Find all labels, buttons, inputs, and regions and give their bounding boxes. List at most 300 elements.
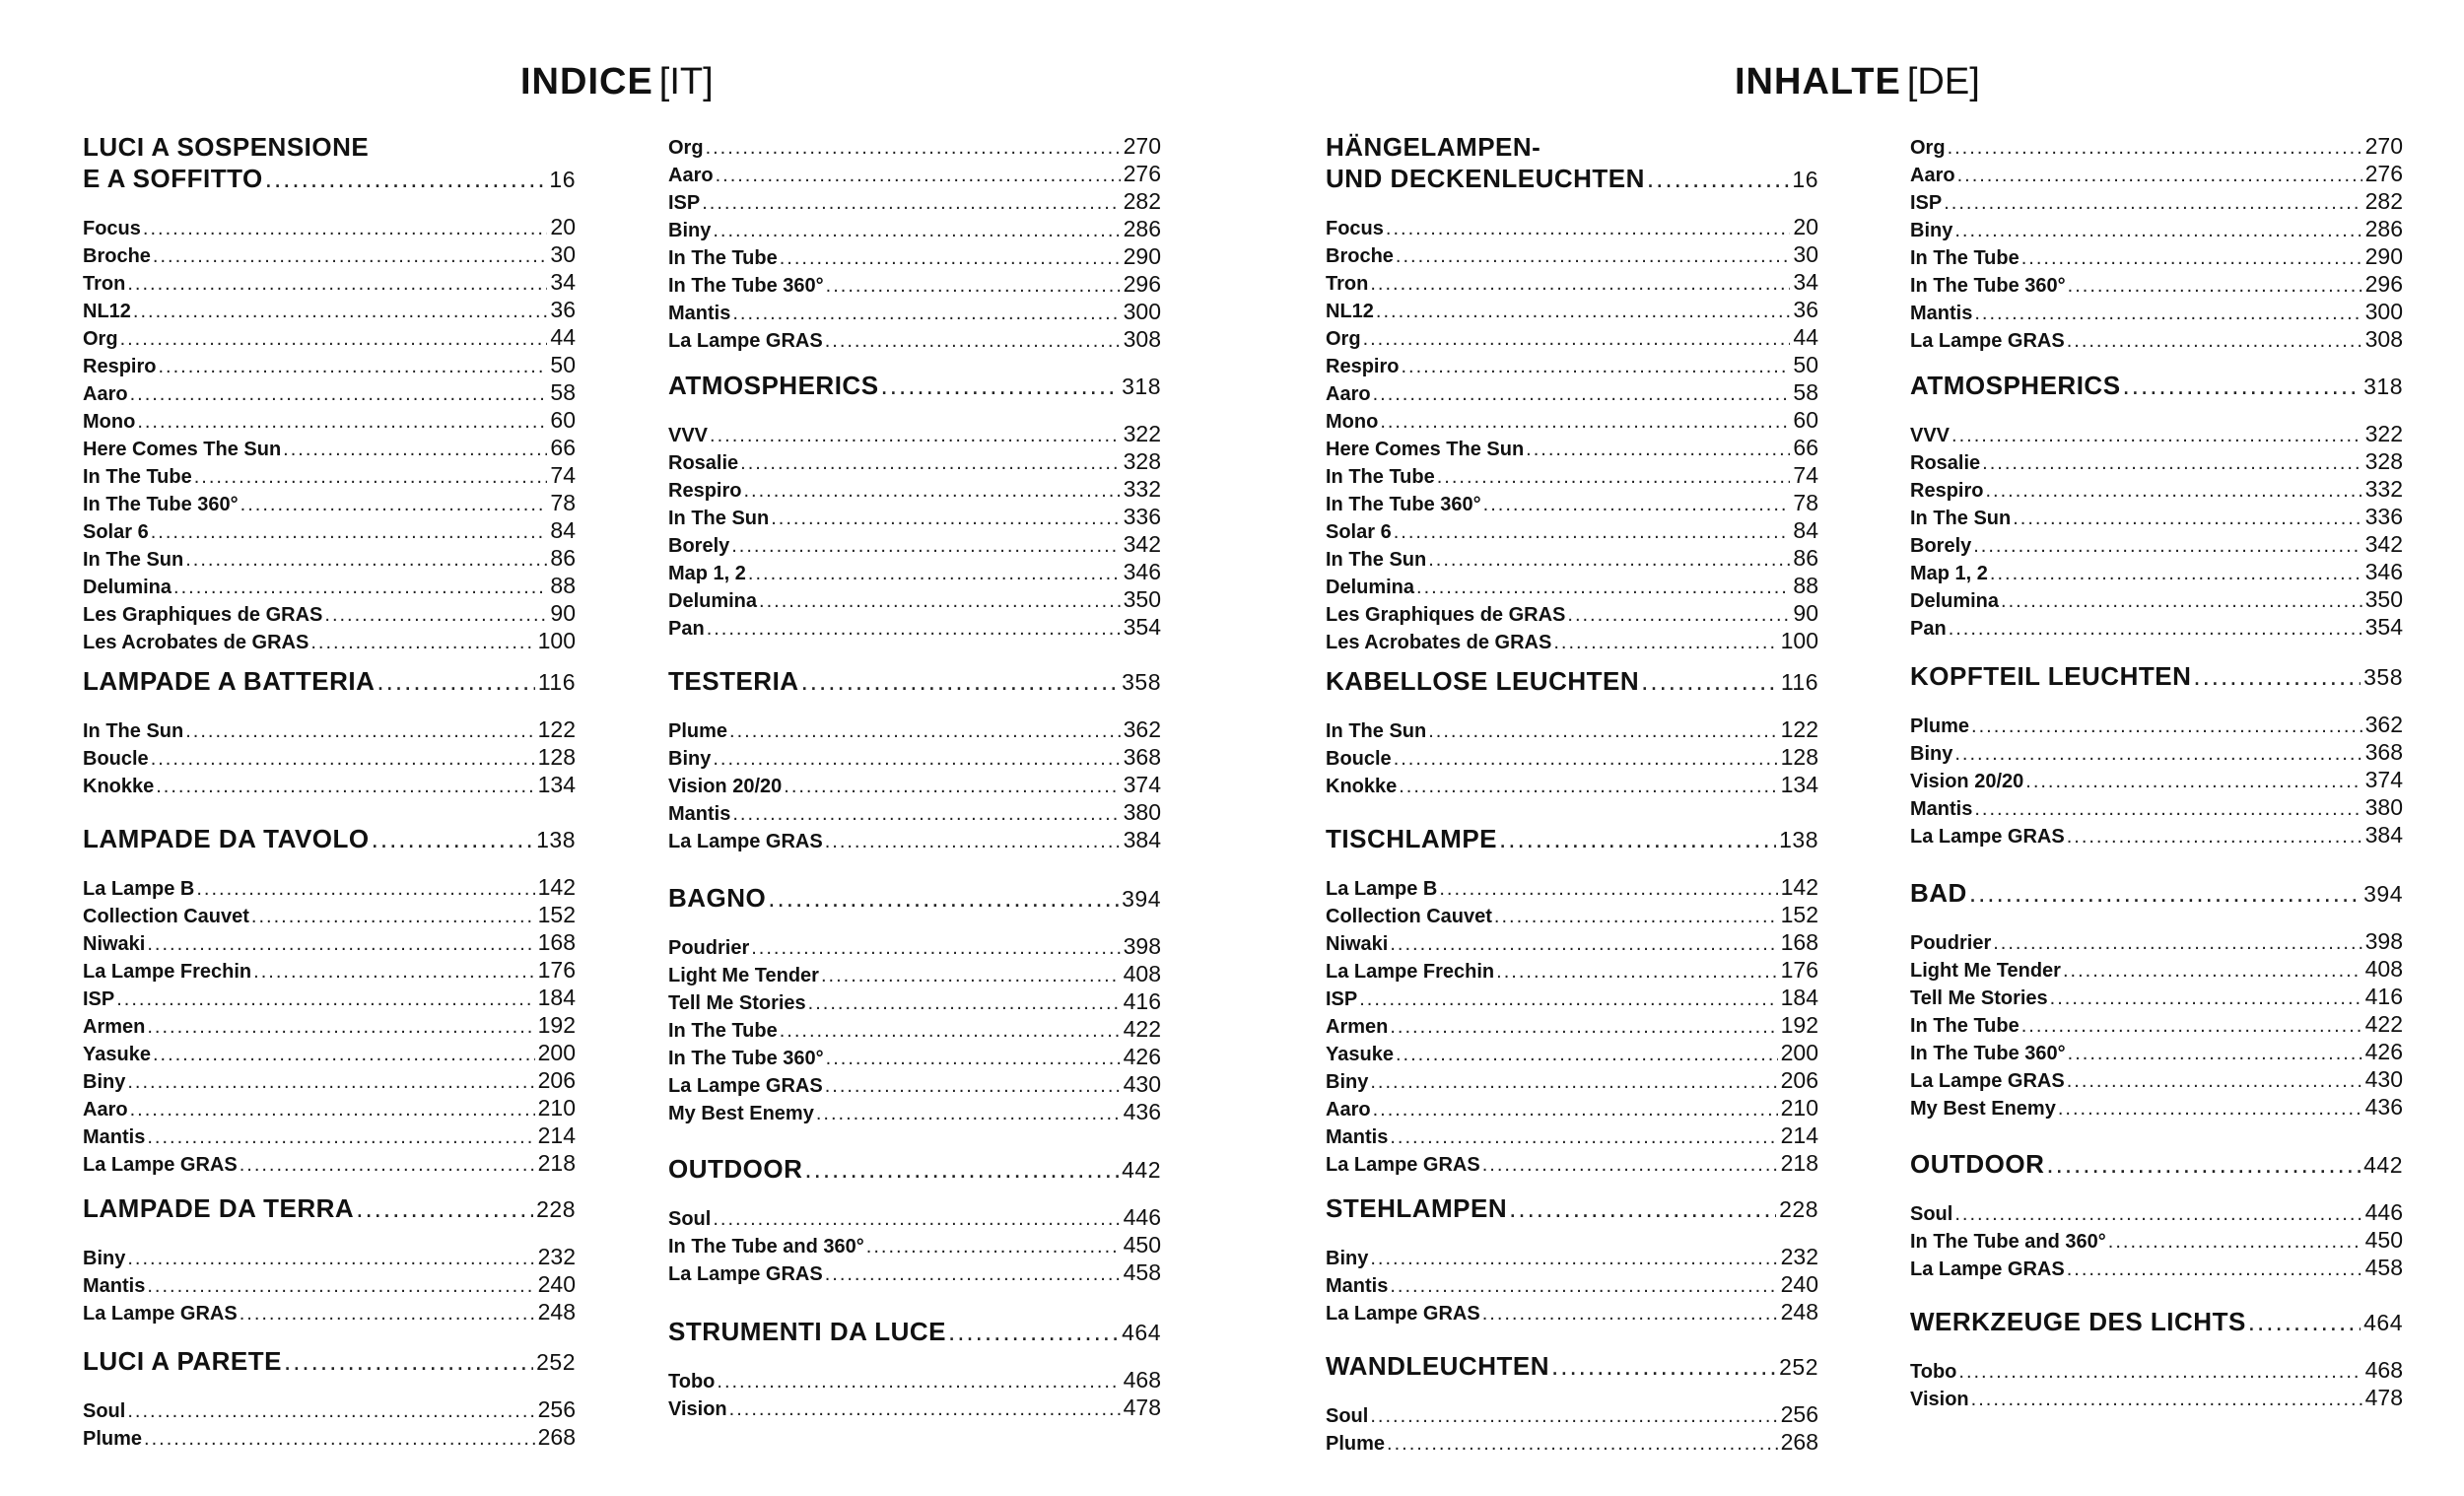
- toc-entry-label: Pan: [668, 618, 705, 640]
- dot-leader: [1396, 1041, 1778, 1068]
- dot-leader: [1647, 162, 1790, 195]
- toc-entry-page-number: 436: [1123, 1099, 1161, 1124]
- toc-entry: [1910, 927, 2403, 955]
- toc-entry-label: La Lampe GRAS: [83, 1303, 238, 1325]
- toc-entry-page-number: 206: [1780, 1067, 1818, 1093]
- toc-entry: [1326, 1039, 1818, 1066]
- toc-entry: [1326, 1400, 1818, 1428]
- toc-entry-label: Mantis: [83, 1126, 146, 1148]
- section-heading-atmospherics: [1910, 369, 2403, 402]
- section-heading-atmospherics-label: ATMOSPHERICS: [1910, 371, 2121, 400]
- toc-entry-page-number: 408: [2364, 956, 2403, 982]
- toc-section: [1910, 1305, 2403, 1411]
- toc-entry: [83, 544, 576, 572]
- section-heading-lampade-da-tavolo: [83, 822, 576, 855]
- section-heading-lampade-da-terra-page-number: 228: [536, 1196, 576, 1222]
- toc-entry-page-number: 210: [537, 1095, 576, 1121]
- toc-entry: [1326, 1011, 1818, 1039]
- toc-entry-label: Mono: [83, 411, 136, 433]
- toc-section: [668, 1315, 1161, 1421]
- toc-entry: [1910, 1065, 2403, 1093]
- toc-entry-label: La Lampe GRAS: [1910, 1070, 2065, 1092]
- dot-leader: [372, 822, 533, 855]
- toc-entry-label: La Lampe GRAS: [1910, 826, 2065, 848]
- dot-leader: [1394, 518, 1791, 546]
- section-heading-stehlampen-label: STEHLAMPEN: [1326, 1193, 1508, 1223]
- toc-entry-page-number: 256: [537, 1396, 576, 1422]
- section-heading-tischlampe-page-number: 138: [1779, 827, 1818, 852]
- toc-entry-label: Solar 6: [1326, 521, 1392, 543]
- toc-entry: [668, 1015, 1161, 1043]
- toc-entry-page-number: 436: [2364, 1094, 2403, 1120]
- dot-leader: [2067, 823, 2362, 850]
- toc-entry-label: Poudrier: [668, 937, 750, 959]
- toc-entry-page-number: 168: [537, 929, 576, 955]
- toc-entry: [1910, 132, 2403, 160]
- section-entry-list: [668, 715, 1161, 853]
- dot-leader: [2021, 1012, 2362, 1040]
- toc-entry-label: NL12: [1326, 301, 1374, 322]
- toc-entry-page-number: 36: [550, 297, 576, 322]
- toc-entry: [83, 461, 576, 489]
- toc-entry-page-number: 142: [537, 874, 576, 900]
- section-entry-list: [1910, 1356, 2403, 1411]
- toc-entry-page-number: 416: [2364, 984, 2403, 1009]
- toc-entry-page-number: 248: [1780, 1299, 1818, 1325]
- toc-entry: [1326, 901, 1818, 928]
- toc-entry: [1910, 242, 2403, 270]
- toc-entry: [1326, 715, 1818, 743]
- toc-entry: [668, 242, 1161, 270]
- toc-entry: [1910, 475, 2403, 503]
- section-heading-kabellose-leuchten-label: KABELLOSE LEUCHTEN: [1326, 666, 1640, 696]
- toc-entry: [1326, 1066, 1818, 1094]
- toc-entry-label: Knokke: [1326, 776, 1398, 797]
- toc-entry-page-number: 184: [1780, 985, 1818, 1010]
- toc-entry: [83, 323, 576, 351]
- dot-leader: [1973, 532, 2361, 560]
- toc-entry: [668, 798, 1161, 826]
- toc-section: [1326, 822, 1818, 1177]
- dot-leader: [2193, 659, 2361, 693]
- toc-entry-label: Tron: [83, 273, 126, 295]
- toc-entry-page-number: 322: [2364, 421, 2403, 446]
- toc-entry-page-number: 128: [537, 744, 576, 770]
- toc-entry-page-number: 214: [537, 1122, 576, 1148]
- toc-entry-label: Tron: [1326, 273, 1369, 295]
- dot-leader: [1951, 422, 2362, 449]
- toc-entry-page-number: 468: [2364, 1357, 2403, 1383]
- toc-entry-label: Biny: [1326, 1071, 1369, 1093]
- section-entry-list: [1326, 715, 1818, 798]
- dot-leader: [1958, 1358, 2361, 1386]
- toc-entry: [668, 1070, 1161, 1098]
- dot-leader: [251, 903, 535, 930]
- dot-leader: [130, 1096, 535, 1123]
- toc-entry-page-number: 84: [550, 517, 576, 543]
- toc-entry: [1326, 771, 1818, 798]
- toc-entry: [668, 932, 1161, 960]
- toc-entry-page-number: 430: [1123, 1071, 1161, 1097]
- dot-leader: [127, 270, 547, 298]
- toc-entry-page-number: 398: [2364, 928, 2403, 954]
- toc-entry-label: In The Sun: [83, 549, 184, 571]
- toc-entry-page-number: 450: [1123, 1232, 1161, 1258]
- toc-entry-page-number: 282: [1123, 188, 1161, 214]
- section-heading-bagno-label: BAGNO: [668, 883, 767, 913]
- toc-section: [1326, 664, 1818, 798]
- toc-entry-page-number: 134: [537, 772, 576, 797]
- section-heading-luci-a-parete: [83, 1344, 576, 1378]
- toc-entry-page-number: 290: [2364, 243, 2403, 269]
- dot-leader: [825, 1260, 1121, 1288]
- toc-entry-label: Solar 6: [83, 521, 149, 543]
- toc-entry-label: Respiro: [668, 480, 742, 502]
- dot-leader: [743, 477, 1120, 505]
- toc-entry: [83, 240, 576, 268]
- toc-entry-label: NL12: [83, 301, 131, 322]
- toc-entry: [1326, 240, 1818, 268]
- toc-entry: [83, 434, 576, 461]
- toc-entry: [668, 160, 1161, 187]
- dot-leader: [710, 422, 1121, 449]
- toc-entry: [1910, 1356, 2403, 1384]
- toc-entry-page-number: 354: [2364, 614, 2403, 640]
- toc-entry-page-number: 66: [1793, 435, 1818, 460]
- toc-entry-label: In The Sun: [1326, 549, 1427, 571]
- section-entry-list: [1910, 132, 2403, 353]
- toc-entry-page-number: 256: [1780, 1401, 1818, 1427]
- dot-leader: [1641, 664, 1778, 698]
- toc-entry: [1910, 270, 2403, 298]
- dot-leader: [147, 1013, 534, 1041]
- toc-entry: [1326, 296, 1818, 323]
- dot-leader: [1985, 477, 2361, 505]
- toc-entry-label: Mantis: [1326, 1126, 1389, 1148]
- toc-entry: [1910, 983, 2403, 1010]
- toc-entry: [1910, 298, 2403, 325]
- toc-entry: [668, 1043, 1161, 1070]
- dot-leader: [1567, 601, 1790, 629]
- toc-entry-page-number: 398: [1123, 933, 1161, 959]
- toc-entry: [668, 1231, 1161, 1258]
- dot-leader: [731, 532, 1120, 560]
- toc-entry: [83, 771, 576, 798]
- toc-entry-page-number: 380: [1123, 799, 1161, 825]
- toc-entry: [1326, 572, 1818, 599]
- dot-leader: [1390, 1123, 1777, 1151]
- dot-leader: [376, 664, 534, 698]
- toc-entry: [83, 715, 576, 743]
- toc-entry: [1326, 928, 1818, 956]
- dot-leader: [265, 162, 547, 195]
- dot-leader: [2050, 985, 2362, 1012]
- section-heading-lampade-a-batteria-page-number: 116: [537, 669, 576, 695]
- toc-entry-page-number: 328: [2364, 448, 2403, 474]
- toc-entry-page-number: 328: [1123, 448, 1161, 474]
- toc-entry-label: Tell Me Stories: [1910, 987, 2048, 1009]
- toc-entry: [1910, 1010, 2403, 1038]
- toc-entry-label: ISP: [1326, 988, 1358, 1010]
- toc-entry: [1326, 984, 1818, 1011]
- toc-entry-label: Soul: [668, 1208, 712, 1230]
- dot-leader: [1993, 929, 2361, 957]
- toc-entry-label: Broche: [83, 245, 151, 267]
- toc-entry-page-number: 332: [1123, 476, 1161, 502]
- toc-entry-page-number: 232: [1780, 1244, 1818, 1269]
- dot-leader: [2058, 1095, 2362, 1122]
- toc-entry: [668, 987, 1161, 1015]
- section-entry-list: [1326, 1243, 1818, 1326]
- dot-leader: [2068, 272, 2362, 300]
- toc-entry: [83, 296, 576, 323]
- toc-entry-label: Tell Me Stories: [668, 992, 806, 1014]
- toc-entry-page-number: 214: [1780, 1122, 1818, 1148]
- section-heading-atmospherics-page-number: 318: [1122, 374, 1161, 399]
- toc-entry-label: Biny: [1910, 743, 1953, 765]
- toc-entry: [1326, 1243, 1818, 1270]
- dot-leader: [137, 408, 547, 436]
- toc-entry-page-number: 122: [537, 716, 576, 742]
- toc-entry: [1326, 489, 1818, 516]
- section-entry-list: [668, 932, 1161, 1125]
- toc-entry-label: Aaro: [1326, 1099, 1371, 1121]
- toc-entry: [1910, 711, 2403, 738]
- toc-entry: [1326, 1122, 1818, 1149]
- toc-entry-label: Aaro: [1326, 383, 1371, 405]
- dot-leader: [784, 773, 1120, 800]
- toc-entry-page-number: 374: [2364, 767, 2403, 792]
- toc-entry-page-number: 36: [1793, 297, 1818, 322]
- toc-entry: [1910, 187, 2403, 215]
- dot-leader: [130, 380, 548, 408]
- section-heading-bagno-page-number: 394: [1122, 886, 1161, 912]
- toc-entry-label: La Lampe B: [83, 878, 195, 900]
- dot-leader: [1359, 986, 1777, 1013]
- toc-entry-label: Delumina: [1910, 590, 2000, 612]
- toc-entry-label: Plume: [668, 720, 728, 742]
- toc-entry-page-number: 426: [2364, 1039, 2403, 1064]
- toc-entry-page-number: 200: [1780, 1040, 1818, 1065]
- toc-entry-page-number: 296: [2364, 271, 2403, 297]
- toc-section: [1910, 369, 2403, 641]
- toc-entry: [83, 956, 576, 984]
- toc-entry: [83, 901, 576, 928]
- toc-entry: [1910, 160, 2403, 187]
- dot-leader: [1551, 1349, 1776, 1383]
- section-heading-kopfteil-leuchten-page-number: 358: [2363, 664, 2403, 690]
- toc-entry: [668, 1366, 1161, 1394]
- toc-entry-label: La Lampe Frechin: [1326, 961, 1495, 983]
- dot-leader: [1437, 463, 1791, 491]
- dot-leader: [1380, 408, 1790, 436]
- dot-leader: [729, 717, 1121, 745]
- toc-entry-label: Rosalie: [668, 452, 739, 474]
- dot-leader: [1428, 717, 1777, 745]
- toc-entry-page-number: 268: [1780, 1429, 1818, 1455]
- toc-entry: [83, 873, 576, 901]
- dot-leader: [1990, 560, 2362, 587]
- toc-entry: [83, 1066, 576, 1094]
- title-de: INHALTE: [1735, 61, 1901, 102]
- lang-tag-de: [DE]: [1906, 61, 1980, 102]
- toc-entry-label: Vision: [668, 1398, 727, 1420]
- dot-leader: [153, 242, 548, 270]
- toc-entry-page-number: 248: [537, 1299, 576, 1325]
- toc-entry: [1910, 530, 2403, 558]
- toc-entry-page-number: 342: [1123, 531, 1161, 557]
- dot-leader: [1428, 546, 1790, 574]
- toc-entry-label: Org: [668, 137, 704, 159]
- toc-entry: [1326, 1298, 1818, 1326]
- toc-entry-label: Biny: [668, 748, 712, 770]
- toc-entry: [668, 215, 1161, 242]
- toc-entry: [1910, 1038, 2403, 1065]
- toc-entry: [83, 1270, 576, 1298]
- section-heading-stehlampen-page-number: 228: [1779, 1196, 1818, 1222]
- dot-leader: [1439, 875, 1777, 903]
- dot-leader: [2108, 1228, 2362, 1256]
- toc-entry: [668, 960, 1161, 987]
- toc-entry-label: VVV: [1910, 425, 1951, 446]
- toc-entry: [1910, 1254, 2403, 1281]
- toc-entry-page-number: 218: [537, 1150, 576, 1176]
- toc-entry: [668, 558, 1161, 585]
- toc-entry-label: Les Acrobates de GRAS: [1326, 632, 1552, 653]
- section-heading-lampade-da-terra: [83, 1191, 576, 1225]
- toc-entry-label: ISP: [668, 192, 701, 214]
- toc-entry-page-number: 78: [550, 490, 576, 515]
- toc-entry-page-number: 86: [1793, 545, 1818, 571]
- section-heading-line: LUCI A SOSPENSIONE: [83, 132, 370, 162]
- dot-leader: [133, 298, 548, 325]
- dot-leader: [1386, 215, 1791, 242]
- toc-entry: [83, 213, 576, 240]
- toc-entry-label: Les Graphiques de GRAS: [83, 604, 323, 626]
- toc-entry-label: Here Comes The Sun: [1326, 439, 1525, 460]
- toc-entry-page-number: 450: [2364, 1227, 2403, 1253]
- toc-entry: [83, 743, 576, 771]
- dot-leader: [759, 587, 1121, 615]
- toc-entry-label: Biny: [83, 1248, 126, 1269]
- section-heading-lampade-da-tavolo-label: LAMPADE DA TAVOLO: [83, 824, 370, 853]
- toc-entry: [668, 325, 1161, 353]
- dot-leader: [771, 505, 1120, 532]
- toc-entry-label: Delumina: [668, 590, 758, 612]
- toc-entry: [1326, 434, 1818, 461]
- toc-section: [83, 822, 576, 1177]
- section-heading-atmospherics: [668, 369, 1161, 402]
- dot-leader: [185, 546, 547, 574]
- toc-entry-page-number: 286: [1123, 216, 1161, 241]
- section-heading-atmospherics-page-number: 318: [2363, 374, 2403, 399]
- dot-leader: [127, 1397, 534, 1425]
- toc-entry-label: Collection Cauvet: [1326, 906, 1492, 927]
- dot-leader: [2013, 505, 2361, 532]
- dot-leader: [153, 1041, 535, 1068]
- lang-tag-it: [IT]: [658, 61, 714, 102]
- dot-leader: [1954, 1200, 2361, 1228]
- toc-entry: [1326, 599, 1818, 627]
- dot-leader: [144, 1425, 535, 1453]
- dot-leader: [1496, 958, 1777, 986]
- toc-entry-page-number: 430: [2364, 1066, 2403, 1092]
- section-heading-luci-a-parete-page-number: 252: [536, 1349, 576, 1375]
- section-heading-testeria-label: TESTERIA: [668, 666, 799, 696]
- toc-entry: [668, 132, 1161, 160]
- toc-entry-label: Mantis: [1910, 303, 1973, 324]
- toc-entry-label: Org: [1326, 328, 1361, 350]
- toc-entry-page-number: 34: [1793, 269, 1818, 295]
- dot-leader: [706, 134, 1121, 162]
- toc-entry: [83, 406, 576, 434]
- toc-entry-page-number: 86: [550, 545, 576, 571]
- dot-leader: [2248, 1305, 2361, 1338]
- toc-entry-label: Soul: [1910, 1203, 1953, 1225]
- toc-section: [83, 132, 576, 654]
- dot-leader: [1373, 380, 1791, 408]
- toc-entry-label: Mantis: [668, 303, 731, 324]
- toc-entry-page-number: 368: [1123, 744, 1161, 770]
- toc-entry-label: Plume: [1326, 1433, 1386, 1455]
- toc-entry: [1910, 325, 2403, 353]
- toc-entry-label: Plume: [1910, 715, 1970, 737]
- section-heading-tischlampe-label: TISCHLAMPE: [1326, 824, 1497, 853]
- toc-entry: [1326, 378, 1818, 406]
- toc-entry-label: My Best Enemy: [668, 1103, 814, 1124]
- toc-entry-label: Mono: [1326, 411, 1379, 433]
- toc-entry-page-number: 346: [1123, 559, 1161, 584]
- dot-leader: [713, 745, 1120, 773]
- toc-entry-label: In The Tube 360°: [668, 275, 824, 297]
- dot-leader: [2021, 244, 2362, 272]
- page-title-de: [1735, 57, 1980, 106]
- section-entry-list: [83, 715, 576, 798]
- toc-entry: [83, 1298, 576, 1326]
- dot-leader: [2025, 768, 2361, 795]
- dot-leader: [1387, 1430, 1778, 1458]
- toc-entry-label: Delumina: [83, 577, 172, 598]
- dot-leader: [185, 717, 534, 745]
- toc-entry-page-number: 44: [550, 324, 576, 350]
- section-entry-list: [668, 132, 1161, 353]
- toc-entry-label: In The Tube: [668, 247, 778, 269]
- toc-entry-page-number: 60: [550, 407, 576, 433]
- toc-entry: [1326, 1428, 1818, 1456]
- toc-section: [668, 1152, 1161, 1286]
- toc-entry-page-number: 152: [1780, 902, 1818, 927]
- toc-entry: [668, 1258, 1161, 1286]
- toc-entry-page-number: 134: [1780, 772, 1818, 797]
- dot-leader: [748, 560, 1121, 587]
- toc-entry-label: Collection Cauvet: [83, 906, 249, 927]
- dot-leader: [120, 325, 548, 353]
- toc-entry-page-number: 384: [1123, 827, 1161, 852]
- toc-entry: [668, 826, 1161, 853]
- toc-entry-label: Light Me Tender: [1910, 960, 2061, 982]
- toc-section: [668, 132, 1161, 353]
- dot-leader: [356, 1191, 533, 1225]
- dot-leader: [240, 1151, 535, 1179]
- toc-entry: [1910, 215, 2403, 242]
- toc-entry-label: Rosalie: [1910, 452, 1981, 474]
- toc-entry-label: Map 1, 2: [1910, 563, 1988, 584]
- dot-leader: [801, 664, 1120, 698]
- toc-entry-page-number: 232: [537, 1244, 576, 1269]
- section-heading-e-a-soffitto: [83, 162, 576, 195]
- section-entry-list: [1910, 1198, 2403, 1281]
- section-heading-kabellose-leuchten-page-number: 116: [1780, 669, 1818, 695]
